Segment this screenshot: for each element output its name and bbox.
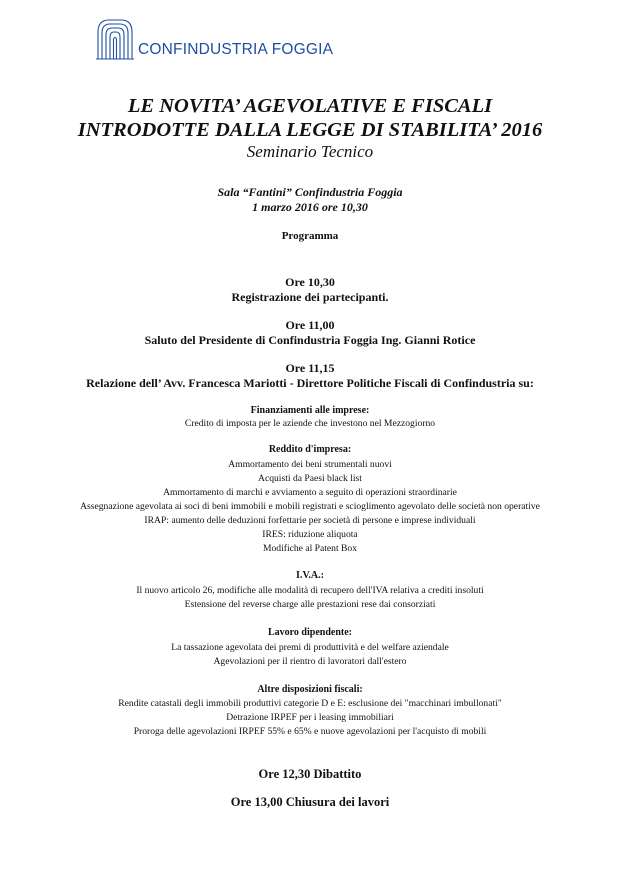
topic-heading: I.V.A.:	[296, 570, 324, 581]
topic-item: Proroga delle agevolazioni IRPEF 55% e 65% e nuove agevolazioni per l'acquisto di mobili	[133, 726, 487, 737]
topic-heading: Finanziamenti alle imprese:	[250, 405, 370, 416]
confindustria-logo	[95, 18, 333, 60]
schedule-time: Ore 10,30	[285, 275, 335, 289]
topic-item: Il nuovo articolo 26, modifiche alle modalità di recupero dell'IVA relativa a crediti insoluti	[136, 585, 484, 596]
topic-item: Agevolazioni per il rientro di lavoratori dall'estero	[213, 656, 407, 667]
org-name: CONFINDUSTRIA FOGGIA	[138, 41, 334, 58]
topic-item: IRAP: aumento delle deduzioni forfettarie per società di persone e imprese individuali	[144, 515, 476, 526]
schedule-desc: Relazione dell’ Avv. Francesca Mariotti - Direttore Politiche Fiscali di Confindustria su:	[86, 376, 534, 390]
topic-heading: Reddito d'impresa:	[268, 444, 352, 455]
topic-item: IRES: riduzione aliquota	[262, 529, 358, 540]
venue-place: Sala “Fantini” Confindustria Foggia	[217, 185, 403, 199]
confindustria-emblem-icon	[95, 18, 135, 60]
topic-item: Ammortamento di marchi e avviamento a seguito di operazioni straordinarie	[163, 487, 457, 498]
topic-item: Estensione del reverse charge alle prestazioni rese dai consorziati	[184, 599, 436, 610]
title-line-2: INTRODOTTE DALLA LEGGE DI STABILITA’ 2016	[77, 119, 543, 141]
topic-heading: Altre disposizioni fiscali:	[257, 684, 363, 695]
subtitle: Seminario Tecnico	[246, 142, 374, 161]
topic-heading: Lavoro dipendente:	[268, 627, 352, 638]
title-line-1: LE NOVITA’ AGEVOLATIVE E FISCALI	[127, 95, 493, 117]
topic-item: Rendite catastali degli immobili produttivi categorie D e E: esclusione dei "macchinari imbullonati"	[118, 698, 502, 709]
topic-item: Ammortamento dei beni strumentali nuovi	[228, 459, 392, 470]
topic-item: Credito di imposta per le aziende che investono nel Mezzogiorno	[184, 418, 436, 429]
closing-end: Ore 13,00 Chiusura dei lavori	[230, 795, 390, 809]
schedule-desc: Saluto del Presidente di Confindustria Foggia Ing. Gianni Rotice	[144, 333, 476, 347]
closing-debate: Ore 12,30 Dibattito	[258, 767, 362, 781]
topic-item: La tassazione agevolata dei premi di produttività e del welfare aziendale	[171, 642, 449, 653]
schedule-desc: Registrazione dei partecipanti.	[231, 290, 389, 304]
topic-item: Acquisti da Paesi black list	[258, 473, 362, 484]
schedule-time: Ore 11,15	[285, 361, 335, 375]
topic-item: Modifiche al Patent Box	[262, 543, 358, 554]
topic-item: Detrazione IRPEF per i leasing immobiliari	[226, 712, 394, 723]
schedule-time: Ore 11,00	[285, 318, 335, 332]
venue-date: 1 marzo 2016 ore 10,30	[252, 200, 368, 214]
program-label: Programma	[281, 230, 339, 242]
topic-item: Assegnazione agevolata ai soci di beni immobili e mobili registrati e scioglimento agevolato delle società non operative	[80, 501, 540, 512]
